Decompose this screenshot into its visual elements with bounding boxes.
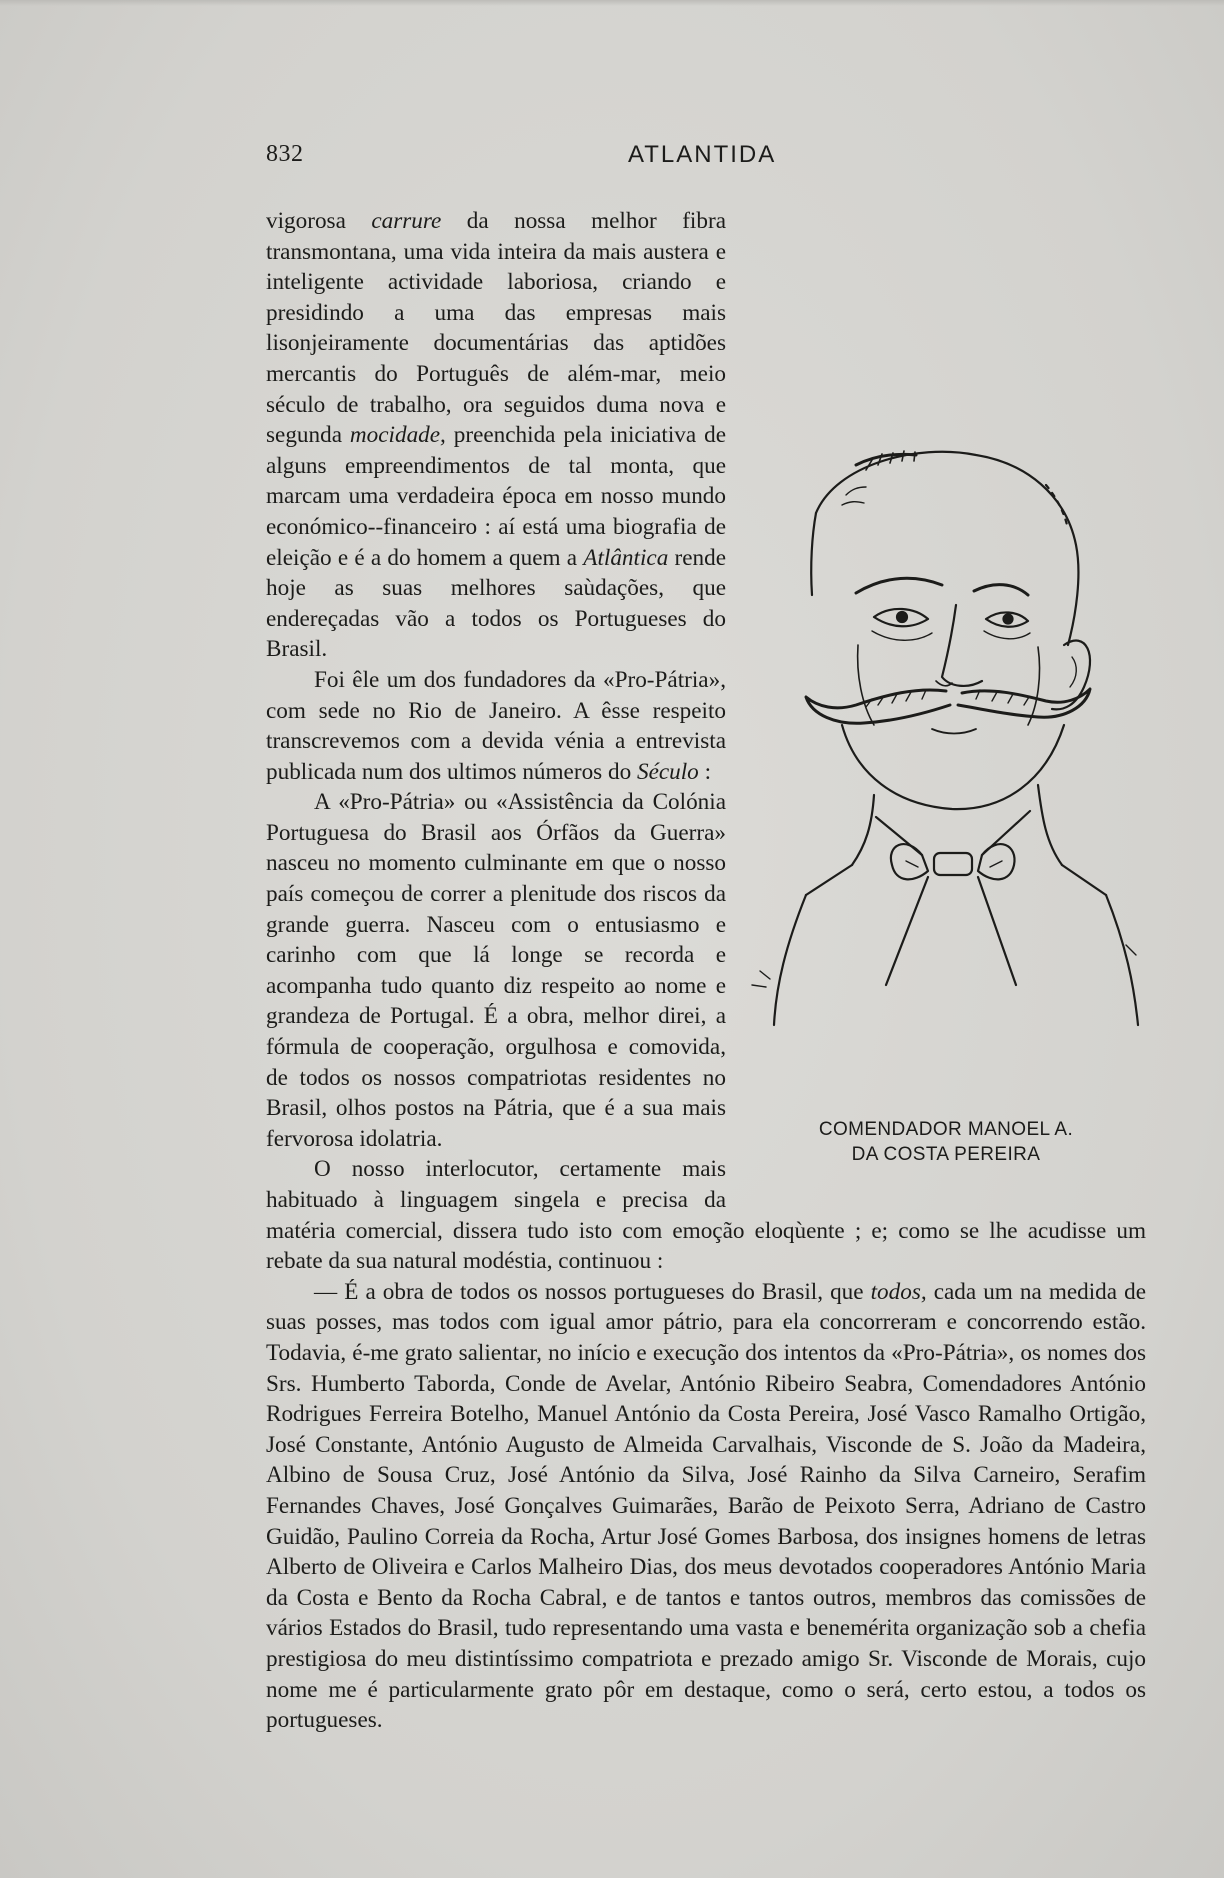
text-run: O nosso interlocutor, certamente mais habituado à linguagem singela e precisa da matéria comercial, dissera tudo isto com emoção eloqùente ; e; como se lhe acudisse um rebate da sua natural modéstia, continuou : <box>266 1156 1146 1275</box>
portrait-illustration <box>746 425 1146 1115</box>
text-run: — É a obra de todos os nossos portugueses do Brasil, que <box>314 1278 871 1305</box>
paragraph-p5 <box>266 1277 1146 1736</box>
text-run: : <box>698 758 712 785</box>
text-run: vigorosa <box>266 208 372 234</box>
page-header <box>266 141 1146 171</box>
text-run: preenchida pela iniciativa de alguns empreendimentos de tal monta, que marcam uma verdadeira época em nosso mundo económico--financeiro : aí está uma biografia de eleição e é a do homem a quem a <box>266 422 726 571</box>
italic-run: Atlântica <box>583 544 669 571</box>
portrait-figure <box>746 425 1146 1190</box>
italic-run: mocidade, <box>349 422 446 449</box>
article-body <box>266 206 1146 1736</box>
running-title: ATLANTIDA <box>628 141 777 168</box>
page-number: 832 <box>266 141 304 167</box>
caption-line-1: COMENDADOR MANOEL A. <box>818 1119 1074 1140</box>
text-run: rende hoje as suas melhores saùdações, que endereçadas vão a todos os Portugueses do Brasil. <box>266 544 727 663</box>
text-run: cada um na medida de suas posses, mas todos com igual amor pátrio, para ela concorreram e concorrendo estão. Todavia, é-me grato salientar, no início e execução dos intentos da «Pro-Pátria», os nomes dos Srs. Humberto Taborda, Conde de Avelar, António Ribeiro Seabra, Comendadores António Rodrigues Ferreira Botelho, Manuel António da Costa Pereira, José Vasco Ramalho Ortigão, José Constante, António Augusto de Almeida Carvalhais, Visconde de S. João da Madeira, Albino de Sousa Cruz, José António da Silva, José Rainho da Silva Carneiro, Serafim Fernandes Chaves, José Gonçalves Guimarães, Barão de Peixoto Serra, Adriano de Castro Guidão, Paulino Correia da Rocha, Artur José Gomes Barbosa, dos insignes homens de letras Alberto de Oliveira e Carlos Malheiro Dias, dos meus devotados cooperadores António Maria da Costa e Bento da Rocha Cabral, e de tantos e tantos outros, membros das comissões de vários Estados do Brasil, tudo representando uma vasta e benemérita organização sob a chefia prestigiosa do meu distintíssimo compatriota e prezado amigo Sr. Visconde de Morais, cujo nome me é particularmente grato pôr em destaque, como o será, certo estou, a todos os portugueses. <box>266 1278 1147 1734</box>
italic-run: todos, <box>870 1278 927 1305</box>
text-run: Foi êle um dos fundadores da «Pro-Pátria», com sede no Rio de Janeiro. A êsse respeito transcrevemos com a devida vénia a entrevista publicada num dos ultimos números do <box>266 666 726 785</box>
page-edge-shadow <box>0 0 1224 6</box>
italic-run: Século <box>636 758 699 785</box>
text-run: da nossa melhor fibra transmontana, uma vida inteira da mais austera e inteligente actividade laboriosa, criando e presidindo a uma das empresas mais lisonjeiramente documentárias das aptidões mercantis do Português de além-mar, meio século de trabalho, ora seguidos duma nova e segunda <box>266 208 726 449</box>
portrait-caption <box>746 1117 1146 1167</box>
italic-run: carrure <box>371 208 442 234</box>
text-run: A «Pro-Pátria» ou «Assistência da Colónia Portuguesa do Brasil aos Órfãos da Guerra» nasceu no momento culminante em que o nosso país começou de correr a plenitude dos riscos da grande guerra. Nasceu com o entusiasmo e carinho com que lá longe se recorda e acompanha tudo quanto diz respeito ao nome e grandeza de Portugal. É a obra, melhor direi, a fórmula de cooperação, orgulhosa e comovida, de todos os nossos compatriotas residentes no Brasil, olhos postos na Pátria, que é a sua mais fervorosa idolatria. <box>266 789 726 1152</box>
caption-line-2: DA COSTA PEREIRA <box>851 1144 1041 1165</box>
